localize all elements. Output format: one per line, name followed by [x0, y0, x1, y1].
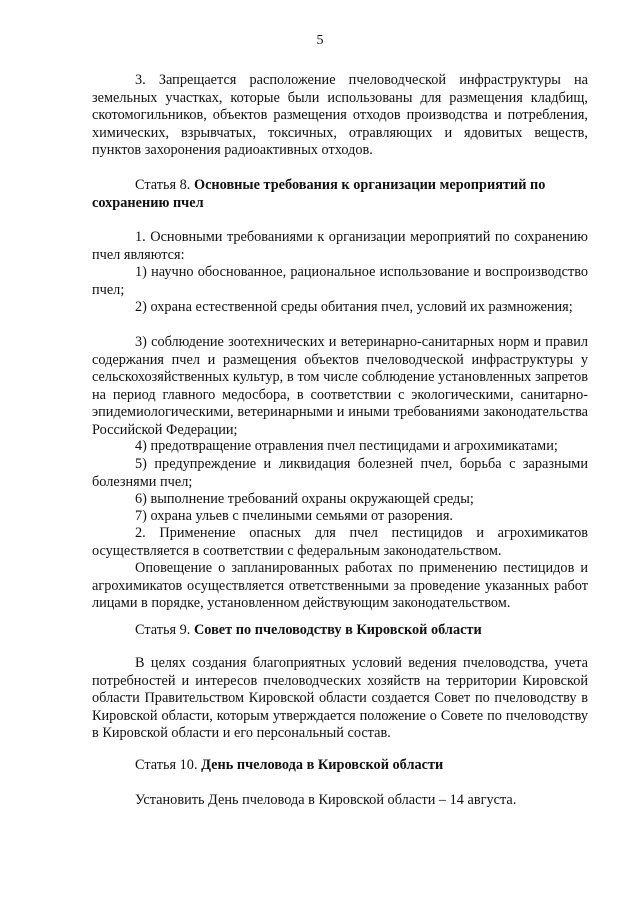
paragraph-3: 3. Запрещается расположение пчеловодческой инфраструктуры на земельных участках, которые были использованы для размещения кладбищ, скотомогильников, объектов размещения отходов производства и потребления, химических, взрывчатых, токсичных, отравляющих и ядовитых веществ, пунктов захоронения радиоактивных отходов.: [92, 72, 588, 159]
article-8-item-7: 7) охрана ульев с пчелиными семьями от разорения.: [135, 508, 453, 524]
article-8-item-3: 3) соблюдение зоотехнических и ветеринарно-санитарных норм и правил содержания пчел и размещения объектов пчеловодческой инфраструктуры у сельскохозяйственных культур, в том числе соблюдение установленных запретов на период главного медосбора, в соответствии с экологическими, санитарно-эпидемиологическими, ветеринарными и иными требованиями законодательства Российской Федерации;: [92, 334, 588, 438]
article-8-number: Статья 8.: [135, 177, 191, 193]
article-8-item-6: 6) выполнение требований охраны окружающей среды;: [135, 491, 474, 507]
article-8-heading: [92, 177, 588, 212]
article-8-title: Основные требования к организации мероприятий по сохранению пчел: [92, 177, 546, 211]
article-10-title: День пчеловода в Кировской области: [201, 757, 444, 773]
article-9-paragraph-1: В целях создания благоприятных условий ведения пчеловодства, учета потребностей и интересов пчеловодческих хозяйств на территории Кировской области Правительством Кировской области создается Совет по пчеловодству в Кировской области, которым утверждается положение о Совете по пчеловодству в Кировской области и его персональный состав.: [92, 655, 588, 742]
article-10-heading: [92, 757, 588, 775]
article-8-paragraph-3: Оповещение о запланированных работах по применению пестицидов и агрохимикатов осуществляется ответственными за проведение указанных работ лицами в порядке, установленном действующим законодательством.: [92, 560, 588, 612]
page-number: 5: [316, 33, 324, 48]
article-10-paragraph-1: Установить День пчеловода в Кировской области – 14 августа.: [135, 792, 517, 808]
article-9-title: Совет по пчеловодству в Кировской области: [193, 622, 482, 638]
article-10-number: Статья 10.: [135, 757, 198, 773]
article-8-paragraph-2: 2. Применение опасных для пчел пестицидов и агрохимикатов осуществляется в соответствии с федеральным законодательством.: [92, 525, 588, 559]
article-9-heading: [92, 622, 588, 640]
article-9-number: Статья 9.: [135, 622, 191, 638]
article-8-item-2: 2) охрана естественной среды обитания пчел, условий их размножения;: [135, 299, 573, 315]
article-8-item-5: 5) предупреждение и ликвидация болезней пчел, борьба с заразными болезнями пчел;: [92, 456, 588, 490]
article-8-paragraph-1: 1. Основными требованиями к организации мероприятий по сохранению пчел являются:: [92, 229, 588, 263]
article-8-item-4: 4) предотвращение отравления пчел пестицидами и агрохимикатами;: [135, 438, 558, 454]
article-8-item-1: 1) научно обоснованное, рациональное использование и воспроизводство пчел;: [92, 264, 588, 298]
